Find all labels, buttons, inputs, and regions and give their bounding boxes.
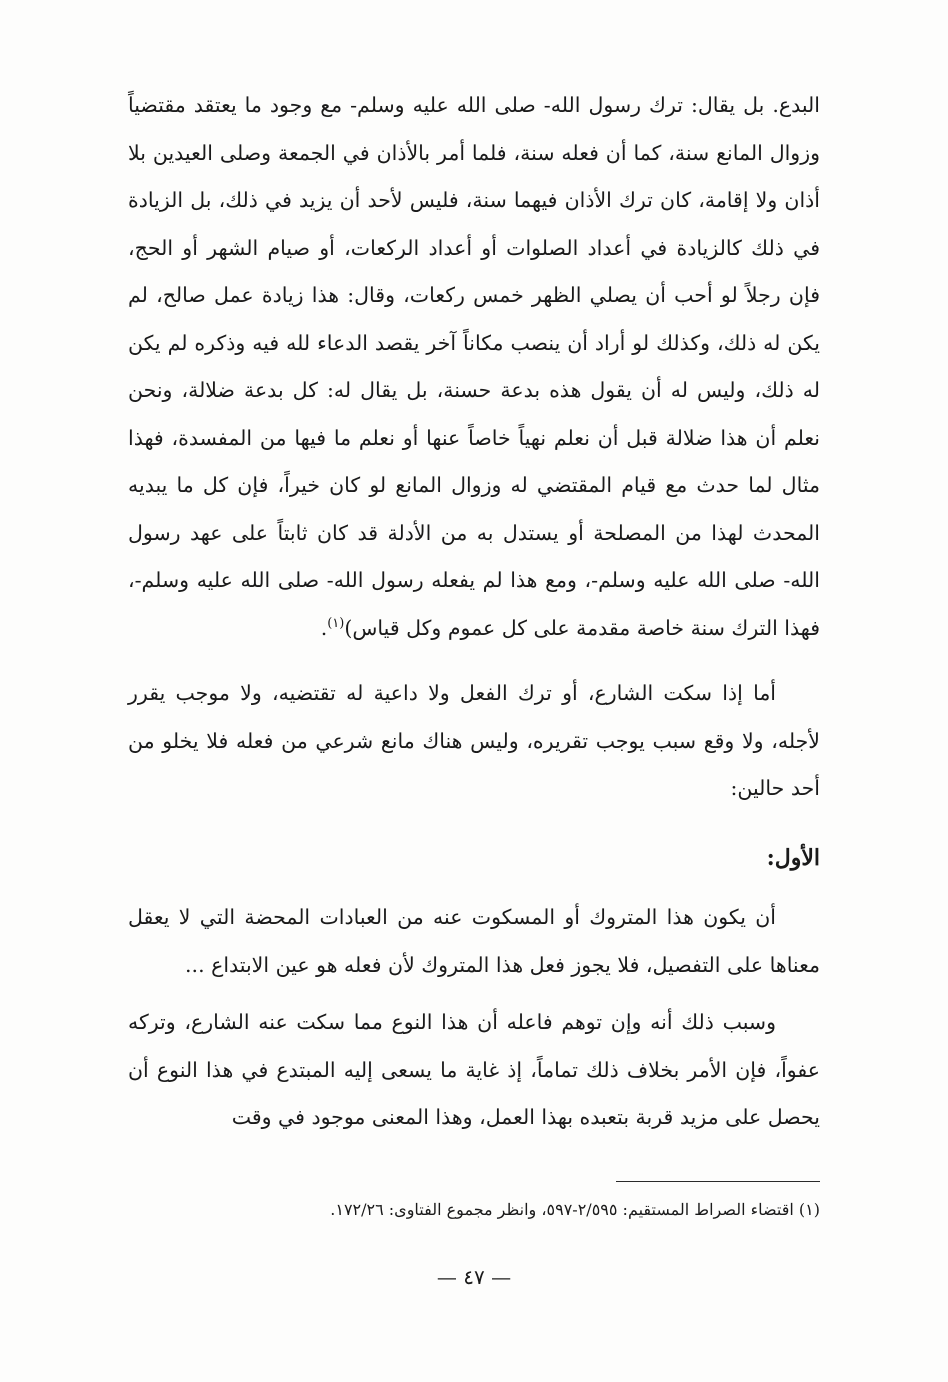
- section-heading: الأول:: [766, 844, 820, 871]
- paragraph-reason: وسبب ذلك أنه وإن توهم فاعله أن هذا النوع مما سكت عنه الشارع، وتركه عفواً، فإن الأمر بخلاف ذلك تماماً، إذ غاية ما يسعى إليه المبتدع في هذا النوع أن يحصل على مزيد قربة بتعبده بهذا العمل، وهذا المعنى موجود في وقت: [128, 1010, 820, 1129]
- paragraph-conditions: أما إذا سكت الشارع، أو ترك الفعل ولا داعية له تقتضيه، ولا موجب يقرر لأجله، ولا وقع سبب يوجب تقريره، وليس هناك مانع شرعي من فعله فلا يخلو من أحد حالين:: [128, 681, 820, 800]
- paragraph-quote-end: .: [320, 615, 328, 640]
- footnote: (١) اقتضاء الصراط المستقيم: ٢/٥٩٥-٥٩٧، وانظر مجموع الفتاوى: ١٧٢/٢٦.: [330, 1200, 820, 1219]
- page-number: — ٤٧ —: [436, 1265, 512, 1289]
- footnote-reference[interactable]: (١): [327, 615, 345, 631]
- paragraph-first-case: أن يكون هذا المتروك أو المسكوت عنه من العبادات المحضة التي لا يعقل معناها على التفصيل، فلا يجوز فعل هذا المتروك لأن فعله هو عين الابتداع ...: [128, 905, 820, 977]
- paragraph-quote: [128, 82, 820, 652]
- footnote-divider: [616, 1181, 820, 1182]
- main-text: [128, 82, 820, 1142]
- paragraph-quote-text: البدع. بل يقال: ترك رسول الله- صلى الله عليه وسلم- مع وجود ما يعتقد مقتضياً وزوال المانع سنة، كما أن فعله سنة، فلما أمر بالأذان في الجمعة وصلى العيدين بلا أذان ولا إقامة، كان ترك الأذان فيهما سنة، فليس لأحد أن يزيد في ذلك، بل الزيادة في ذلك كالزيادة في أعداد الصلوات أو أعداد الركعات، أو صيام الشهر أو الحج، فإن رجلاً لو أحب أن يصلي الظهر خمس ركعات، وقال: هذا زيادة عمل صالح، لم يكن له ذلك، وكذلك لو أراد أن ينصب مكاناً آخر يقصد الدعاء لله فيه وذكره لم يكن له ذلك، وليس له أن يقول هذه بدعة حسنة، بل يقال له: كل بدعة ضلالة، ونحن نعلم أن هذا ضلالة قبل أن نعلم نهياً خاصاً عنها أو نعلم ما فيها من المفسدة، فهذا مثال لما حدث مع قيام المقتضي له وزوال المانع لو كان خيراً، فإن كل ما يبديه المحدث لهذا من المصلحة أو يستدل به من الأدلة قد كان ثابتاً على عهد رسول الله- صلى الله عليه وسلم-، ومع هذا لم يفعله رسول الله- صلى الله عليه وسلم-، فهذا الترك سنة خاصة مقدمة على كل عموم وكل قياس): [128, 93, 820, 640]
